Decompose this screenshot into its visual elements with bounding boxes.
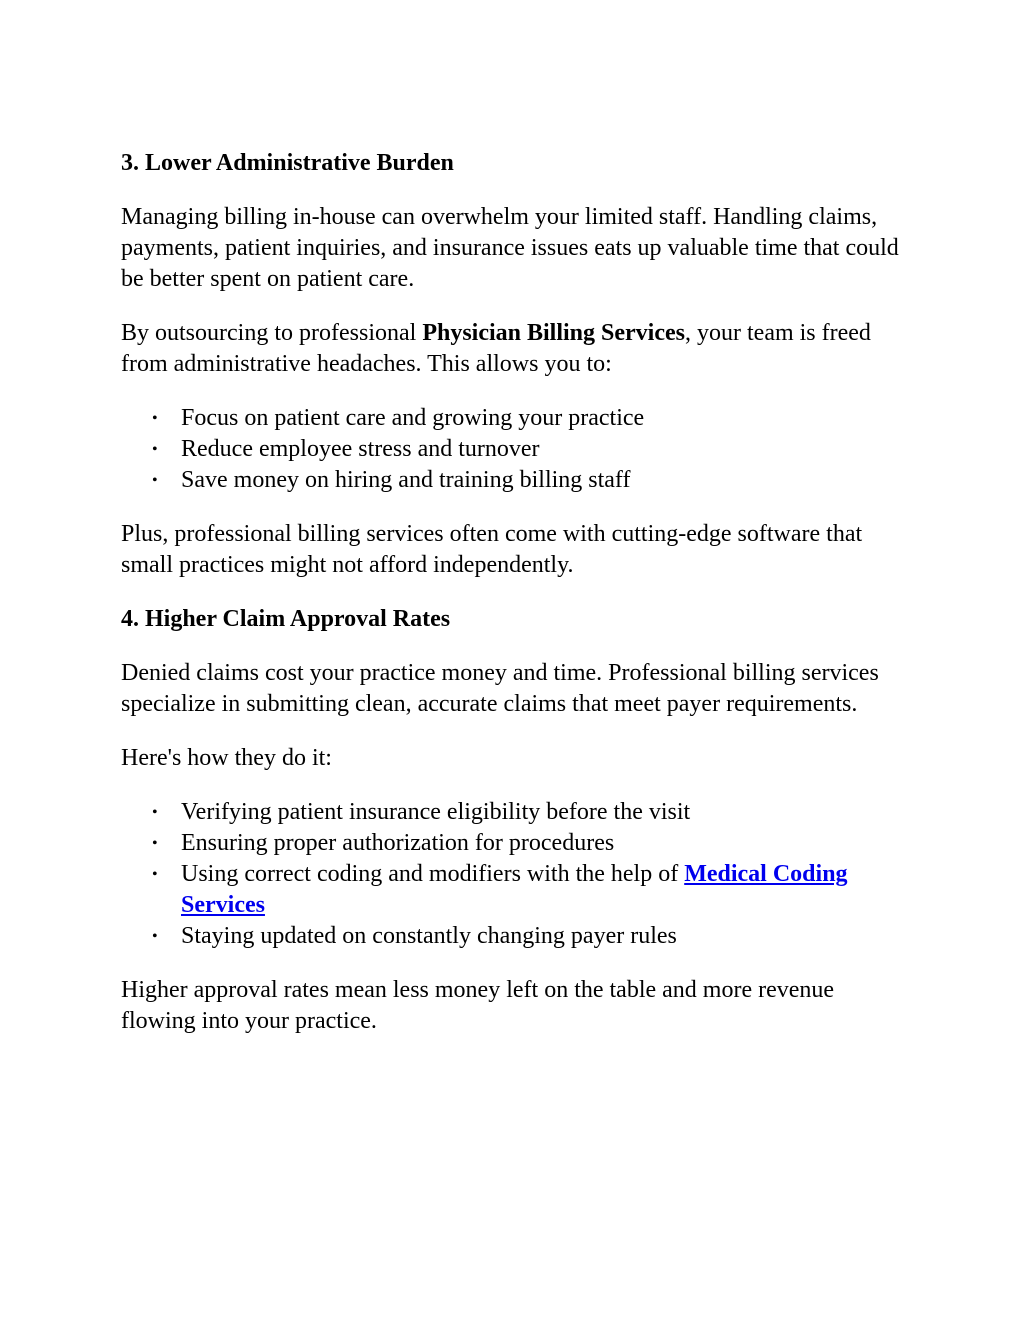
list-item <box>152 859 911 921</box>
section-3-paragraph-2 <box>121 318 911 380</box>
section-4-heading: 4. Higher Claim Approval Rates <box>121 606 451 632</box>
medical-coding-services-link[interactable]: Medical Coding Services <box>181 861 848 918</box>
section-4-bullet-list <box>121 797 911 952</box>
bullet-icon: • <box>152 410 158 427</box>
list-item <box>152 921 911 952</box>
section-3-paragraph-3: Plus, professional billing services often come with cutting-edge software that small practices might not afford independently. <box>121 521 863 578</box>
list-item <box>152 828 911 859</box>
list-item-text: Ensuring proper authorization for procedures <box>181 830 615 856</box>
document-page <box>121 148 911 1060</box>
section-4-paragraph-1: Denied claims cost your practice money and time. Professional billing services specialize in submitting clean, accurate claims that meet payer requirements. <box>121 660 879 717</box>
list-item-text: Staying updated on constantly changing payer rules <box>181 923 677 949</box>
list-item <box>152 403 911 434</box>
list-item-text: Save money on hiring and training billing staff <box>181 467 631 493</box>
section-3-bullet-list <box>121 403 911 496</box>
list-item <box>152 434 911 465</box>
physician-billing-services-bold: Physician Billing Services <box>422 320 685 346</box>
bullet-icon: • <box>152 866 158 883</box>
list-item-text: Using correct coding and modifiers with the help of <box>181 861 685 887</box>
list-item <box>152 797 911 828</box>
section-4-paragraph-3: Higher approval rates mean less money left on the table and more revenue flowing into your practice. <box>121 977 835 1034</box>
list-item <box>152 465 911 496</box>
list-item-text: Verifying patient insurance eligibility before the visit <box>181 799 691 825</box>
section-4-paragraph-2: Here's how they do it: <box>121 745 332 771</box>
bullet-icon: • <box>152 441 158 458</box>
bullet-icon: • <box>152 472 158 489</box>
list-item-text: Reduce employee stress and turnover <box>181 436 540 462</box>
section-3-paragraph-1: Managing billing in-house can overwhelm your limited staff. Handling claims, payments, patient inquiries, and insurance issues eats up valuable time that could be better spent on patient care. <box>121 204 899 292</box>
bullet-icon: • <box>152 804 158 821</box>
bullet-icon: • <box>152 835 158 852</box>
bullet-icon: • <box>152 928 158 945</box>
paragraph-text: , your team is freed from administrative headaches. This allows you to: <box>121 320 871 377</box>
list-item-text: Focus on patient care and growing your practice <box>181 405 645 431</box>
paragraph-text: By outsourcing to professional <box>121 320 423 346</box>
section-3-heading: 3. Lower Administrative Burden <box>121 150 454 176</box>
